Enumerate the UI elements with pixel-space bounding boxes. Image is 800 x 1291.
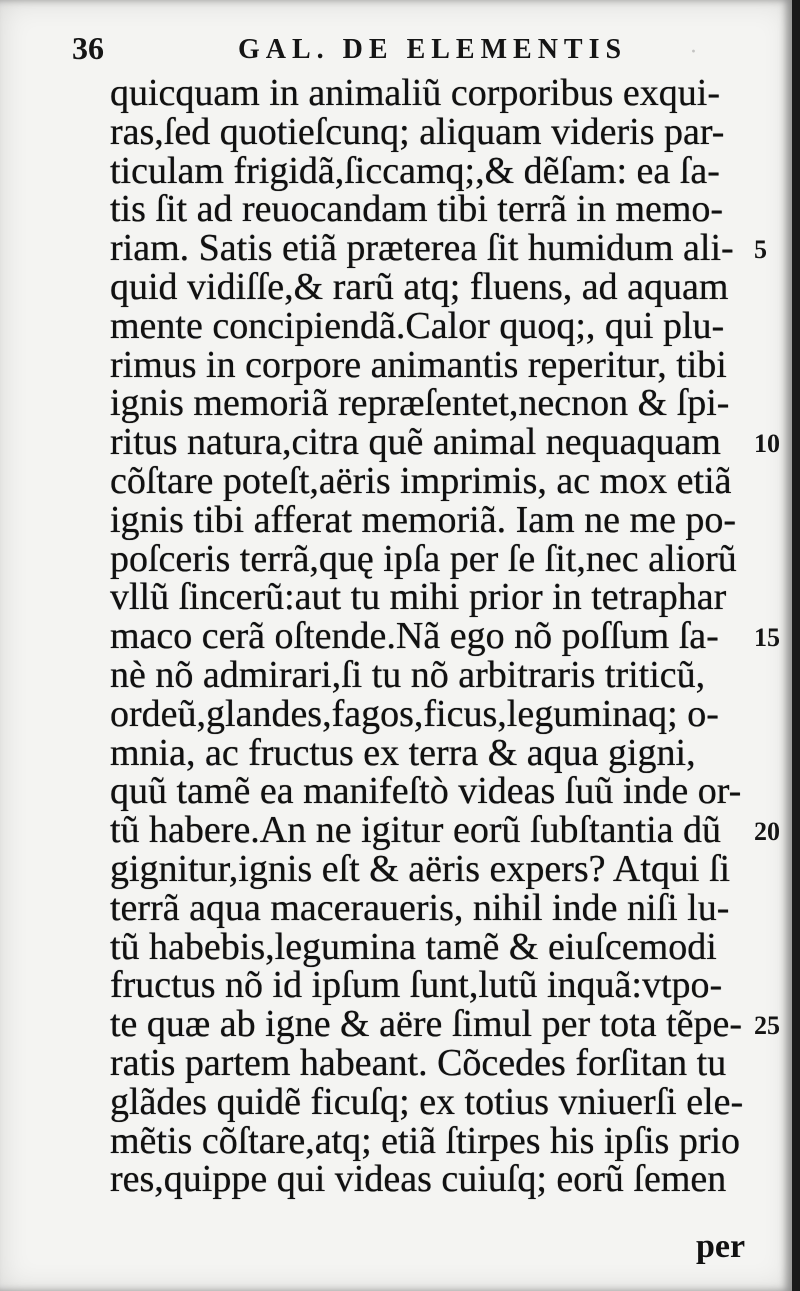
- text-line: ordeũ,glandes,fagos,ficus,leguminaq; o-: [110, 692, 719, 735]
- margin-line-number: 25: [754, 1011, 780, 1041]
- text-line: ticulam frigidã,ſiccamq;,& dẽſam: ea ſa-: [110, 149, 720, 192]
- text-line: ras,ſed quotieſcunq; aliquam videris par-: [110, 110, 725, 153]
- text-line: maco cerã oſtende.Nã ego nõ poſſum ſa-: [110, 615, 719, 658]
- text-line: glãdes quidẽ ficuſq; ex totius vniuerſi ele-: [110, 1080, 744, 1123]
- text-line: te quæ ab igne & aëre ſimul per tota tẽpe-: [110, 1003, 743, 1046]
- text-line: gignitur,ignis eſt & aëris expers? Atqui ſi: [110, 847, 731, 890]
- text-line: mẽtis cõſtare,atq; etiã ſtirpes his ipſis prio: [110, 1119, 741, 1162]
- running-title: GAL. DE ELEMENTIS: [238, 34, 628, 65]
- text-line: quicquam in animaliũ corporibus exqui-: [110, 72, 720, 114]
- text-line: tis ſit ad reuocandam tibi terrã in memo-: [110, 188, 724, 231]
- margin-line-number: 15: [754, 623, 780, 653]
- margin-line-number: 20: [754, 817, 780, 847]
- text-line: ignis tibi afferat memoriã. Iam ne me po-: [110, 498, 737, 541]
- text-line: fructus nõ id ipſum ſunt,lutũ inquã:vtpo-: [110, 964, 723, 1007]
- text-line: poſceris terrã,quę ipſa per ſe ſit,nec aliorũ: [110, 537, 737, 580]
- text-line: ritus natura,citra quẽ animal nequaquam: [110, 421, 721, 464]
- text-line: vllũ ſincerũ:aut tu mihi prior in tetraphar: [110, 576, 727, 619]
- text-line: tũ habebis,legumina tamẽ & eiuſcemodi: [110, 925, 717, 968]
- text-line: ratis partem habeant. Cõcedes forſitan tu: [110, 1041, 727, 1084]
- text-line: nè nõ admirari,ſi tu nõ arbitraris triticũ,: [110, 653, 706, 696]
- text-line: quũ tamẽ ea manifeſtò videas ſuũ inde or-: [110, 770, 742, 813]
- text-line: quid vidiſſe,& rarũ atq; fluens, ad aquam: [110, 265, 729, 308]
- text-line: mnia, ac fructus ex terra & aqua gigni,: [110, 731, 696, 774]
- text-line: rimus in corpore animantis reperitur, tibi: [110, 343, 727, 386]
- catchword: per: [696, 1228, 746, 1265]
- margin-line-number: 5: [754, 235, 767, 265]
- text-line: ignis memoriã repræſentet,necnon & ſpi-: [110, 382, 730, 425]
- text-line: terrã aqua maceraueris, nihil inde niſi lu-: [110, 886, 730, 929]
- text-line: tũ habere.An ne igitur eorũ ſubſtantia dũ: [110, 809, 721, 852]
- margin-line-number: 10: [754, 429, 780, 459]
- show-through-text: ·: [690, 40, 697, 65]
- text-line: res,quippe qui videas cuiuſq; eorũ ſemen: [110, 1158, 727, 1201]
- text-line: mente concipiendã.Calor quoq;, qui plu-: [110, 304, 725, 347]
- text-line: cõſtare poteſt,aëris imprimis, ac mox etiã: [110, 459, 732, 502]
- text-line: riam. Satis etiã præterea ſit humidum ali-: [110, 227, 734, 270]
- page-header: [72, 28, 692, 72]
- body-text: [110, 74, 750, 1199]
- page-number: 36: [72, 30, 104, 66]
